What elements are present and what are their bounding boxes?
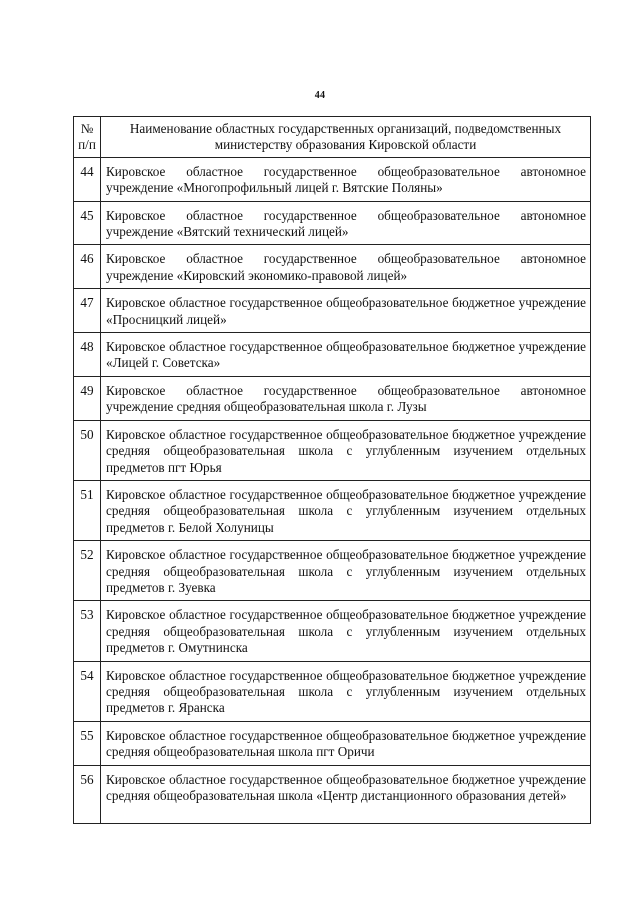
row-number: 53 [74, 601, 101, 661]
organizations-table [73, 116, 591, 824]
organization-name: Кировское областное государственное общеобразовательное автономное учреждение средняя общеобразовательная школа г. Лузы [101, 376, 591, 420]
organization-name: Кировское областное государственное общеобразовательное бюджетное учреждение средняя общеобразовательная школа пгт Оричи [101, 721, 591, 765]
table-row [74, 765, 591, 823]
table-row [74, 201, 591, 245]
row-number: 50 [74, 420, 101, 480]
row-number: 46 [74, 245, 101, 289]
organization-name: Кировское областное государственное общеобразовательное автономное учреждение «Вятский технический лицей» [101, 201, 591, 245]
organization-name: Кировское областное государственное общеобразовательное автономное учреждение «Кировский экономико-правовой лицей» [101, 245, 591, 289]
row-number: 54 [74, 661, 101, 721]
table-row [74, 541, 591, 601]
header-number: № п/п [74, 117, 101, 158]
organization-name: Кировское областное государственное общеобразовательное бюджетное учреждение средняя общеобразовательная школа с углубленным изучением отдельных предметов г. Белой Холуницы [101, 480, 591, 540]
row-number: 56 [74, 765, 101, 823]
header-organization-name: Наименование областных государственных организаций, подведомственных министерству образования Кировской области [101, 117, 591, 158]
page-number: 44 [314, 90, 326, 101]
organization-name: Кировское областное государственное общеобразовательное бюджетное учреждение средняя общеобразовательная школа с углубленным изучением отдельных предметов г. Яранска [101, 661, 591, 721]
organization-name: Кировское областное государственное общеобразовательное автономное учреждение «Многопрофильный лицей г. Вятские Поляны» [101, 157, 591, 201]
row-number: 49 [74, 376, 101, 420]
row-number: 51 [74, 480, 101, 540]
table-row [74, 420, 591, 480]
row-number: 48 [74, 333, 101, 377]
row-number: 45 [74, 201, 101, 245]
table-row [74, 480, 591, 540]
organization-name: Кировское областное государственное общеобразовательное бюджетное учреждение средняя общеобразовательная школа «Центр дистанционного образования детей» [101, 765, 591, 823]
table-header-row [74, 117, 591, 158]
organization-name: Кировское областное государственное общеобразовательное бюджетное учреждение средняя общеобразовательная школа с углубленным изучением отдельных предметов г. Омутнинска [101, 601, 591, 661]
table-row [74, 721, 591, 765]
row-number: 47 [74, 289, 101, 333]
table-row [74, 245, 591, 289]
row-number: 52 [74, 541, 101, 601]
table-row [74, 157, 591, 201]
organization-name: Кировское областное государственное общеобразовательное бюджетное учреждение средняя общеобразовательная школа с углубленным изучением отдельных предметов пгт Юрья [101, 420, 591, 480]
table-row [74, 601, 591, 661]
table-row [74, 289, 591, 333]
table-row [74, 376, 591, 420]
row-number: 44 [74, 157, 101, 201]
organization-name: Кировское областное государственное общеобразовательное бюджетное учреждение «Просницкий лицей» [101, 289, 591, 333]
organization-name: Кировское областное государственное общеобразовательное бюджетное учреждение «Лицей г. Советска» [101, 333, 591, 377]
table-row [74, 333, 591, 377]
row-number: 55 [74, 721, 101, 765]
table-row [74, 661, 591, 721]
organization-name: Кировское областное государственное общеобразовательное бюджетное учреждение средняя общеобразовательная школа с углубленным изучением отдельных предметов г. Зуевка [101, 541, 591, 601]
